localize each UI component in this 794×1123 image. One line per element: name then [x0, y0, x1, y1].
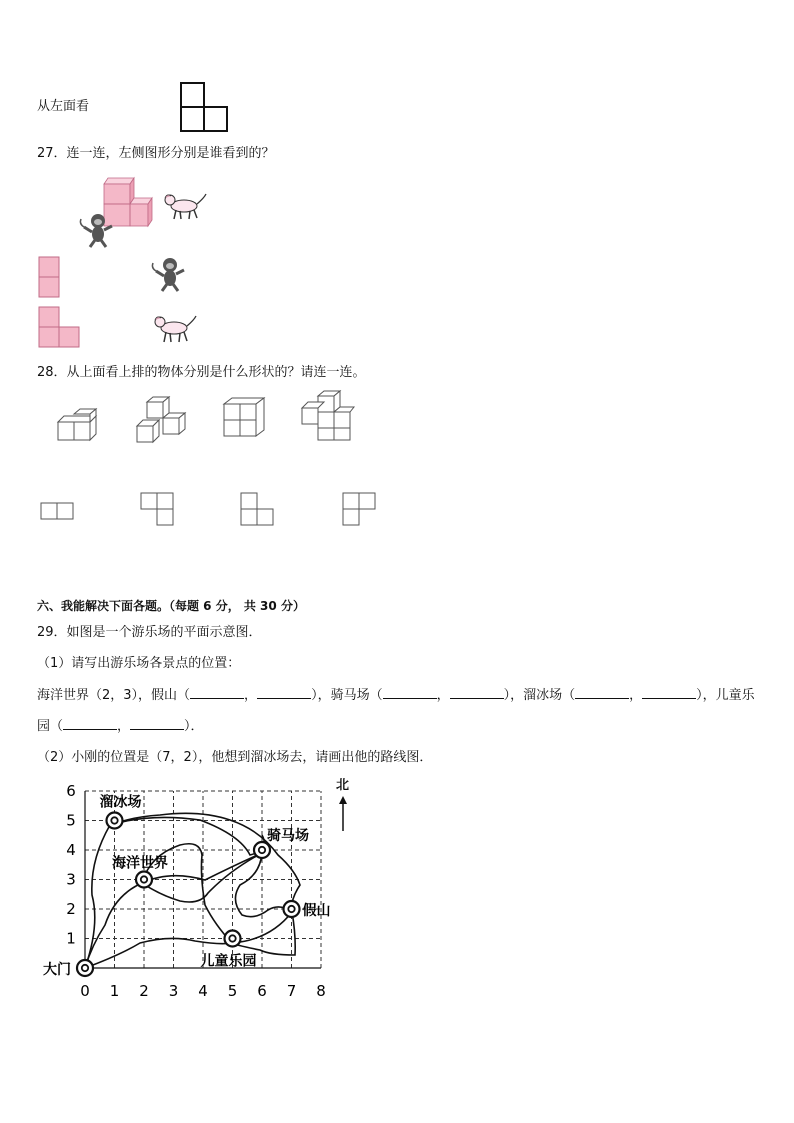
q27-dog-option-icon: [150, 312, 200, 346]
place-marker-inner: [141, 876, 147, 882]
comma: ，: [117, 719, 131, 734]
y-tick-label: 1: [66, 929, 76, 948]
place-marker-inner: [288, 906, 294, 912]
place-marker-inner: [229, 935, 235, 941]
q27-monkey-icon: [78, 210, 118, 250]
north-arrow-icon: [336, 795, 350, 835]
q29-part1: （1）请写出游乐场各景点的位置：: [37, 656, 241, 671]
answer-blank-kids-x[interactable]: [63, 717, 117, 730]
x-tick-label: 0: [80, 982, 90, 1000]
answer-blank-skating-y[interactable]: [642, 686, 696, 699]
q29-line1-e: ），溜冰场（: [503, 688, 576, 703]
answer-blank-horse-y[interactable]: [450, 686, 504, 699]
q29-line1: [37, 686, 755, 705]
q27-monkey-option-icon: [150, 254, 190, 294]
y-tick-label: 2: [66, 900, 76, 918]
q29-part2: （2）小刚的位置是（7，2），他想到溜冰场去，请画出他的路线图．: [37, 750, 433, 765]
q29-title: 29．如图是一个游乐场的平面示意图．: [37, 625, 262, 640]
q28-object-4: [300, 390, 354, 444]
place-marker-inner: [82, 965, 88, 971]
amusement-park-map: [30, 775, 360, 1005]
q28-top-view-3: [240, 492, 276, 528]
section-6-heading: 六、我能解决下面各题。（每题 6 分， 共 30 分）: [37, 599, 305, 613]
x-tick-label: 6: [257, 982, 267, 1000]
q28-top-view-2: [140, 492, 176, 528]
q27-view-option-b: [38, 306, 84, 350]
q29-line1-a: 海洋世界（2，3），假山（: [37, 688, 191, 703]
answer-blank-horse-x[interactable]: [383, 686, 437, 699]
q27-view-option-a: [38, 256, 62, 300]
q28-title: 28．从上面看上排的物体分别是什么形状的？请连一连。: [37, 365, 366, 380]
answer-blank-skating-x[interactable]: [575, 686, 629, 699]
q29-line2-c: ）．: [184, 719, 204, 734]
q29-line2: [37, 717, 204, 736]
place-label-kids: 儿童乐园: [200, 953, 257, 970]
place-label-skating: 溜冰场: [99, 794, 142, 811]
y-tick-label: 5: [66, 811, 76, 830]
q28-top-view-4: [342, 492, 378, 528]
q28-object-2: [135, 396, 187, 446]
x-tick-label: 7: [286, 982, 297, 1000]
place-marker-inner: [259, 847, 265, 853]
comma: ，: [244, 688, 258, 703]
answer-blank-rockery-x[interactable]: [190, 686, 244, 699]
place-label-horse: 骑马场: [267, 828, 309, 844]
left-view-figure: [180, 82, 230, 134]
q28-object-1: [56, 408, 106, 444]
q29-line2-a: 园（: [37, 719, 64, 734]
x-tick-label: 2: [139, 982, 149, 1000]
y-tick-label: 6: [66, 782, 76, 800]
comma: ，: [629, 688, 643, 703]
q27-dog-icon: [160, 190, 208, 222]
place-marker-inner: [111, 817, 117, 823]
north-label: 北: [336, 778, 350, 793]
answer-blank-rockery-y[interactable]: [257, 686, 311, 699]
q29-line1-g: ），儿童乐: [696, 688, 755, 703]
y-tick-label: 3: [66, 870, 76, 889]
x-tick-label: 1: [109, 982, 120, 1000]
q29-line1-c: ），骑马场（: [311, 688, 383, 703]
q27-title: 27．连一连，左侧图形分别是谁看到的？: [37, 146, 275, 161]
x-tick-label: 8: [316, 982, 326, 1000]
x-tick-label: 3: [168, 982, 179, 1000]
place-label-rockery: 假山: [302, 903, 331, 919]
left-view-label: 从左面看: [37, 99, 90, 114]
y-tick-label: 4: [66, 841, 76, 859]
place-label-gate: 大门: [43, 962, 71, 978]
q28-top-view-1: [40, 502, 76, 520]
x-tick-label: 4: [198, 982, 208, 1000]
comma: ，: [436, 688, 450, 703]
x-tick-label: 5: [227, 982, 238, 1000]
answer-blank-kids-y[interactable]: [130, 717, 184, 730]
place-label-ocean: 海洋世界: [112, 855, 168, 872]
q28-object-3: [222, 396, 268, 442]
